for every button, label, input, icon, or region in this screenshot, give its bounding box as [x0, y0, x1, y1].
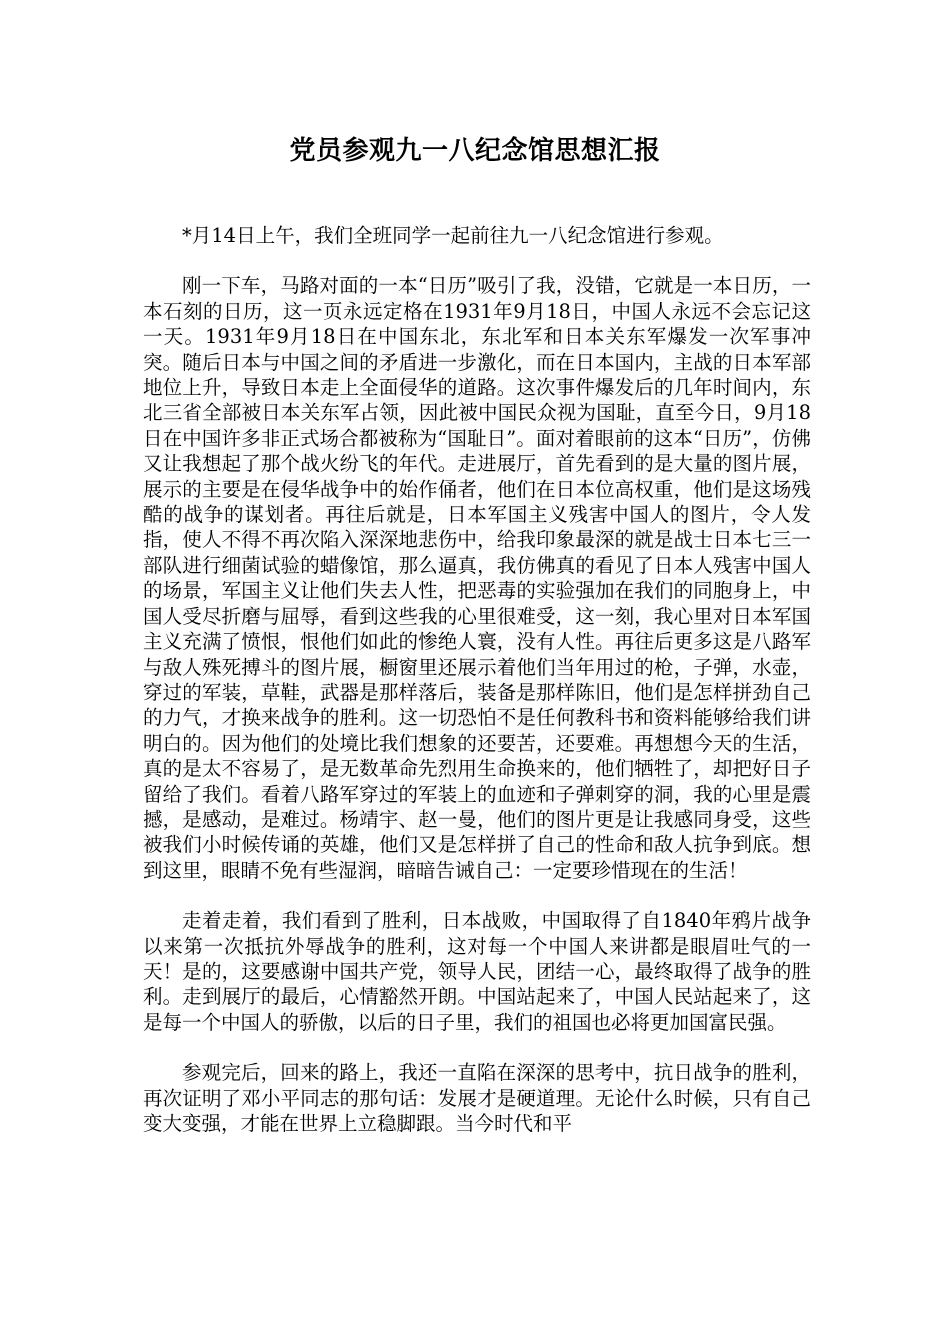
paragraph-1: *月14日上午，我们全班同学一起前往九一八纪念馆进行参观。 [182, 224, 724, 247]
document-body [143, 223, 811, 1136]
paragraph-4: 参观完后，回来的路上，我还一直陷在深深的思考中，抗日战争的胜利，再次证明了邓小平同志的那句话：发展才是硬道理。无论什么时候，只有自己变大变强，才能在世界上立稳脚跟。当今时代和平 [143, 1061, 811, 1135]
document-title: 党员参观九一八纪念馆思想汇报 [289, 136, 661, 166]
paragraph-3: 走着走着，我们看到了胜利，日本战败，中国取得了自1840年鸦片战争以来第一次抵抗外辱战争的胜利，这对每一个中国人来讲都是眼眉吐气的一天！是的，这要感谢中国共产党，领导人民，团结一心，最终取得了战争的胜利。走到展厅的最后，心情豁然开朗。中国站起来了，中国人民站起来了，这是每一个中国人的骄傲，以后的日子里，我们的祖国也必将更加国富民强。 [143, 909, 811, 1034]
paragraph-2: 刚一下车，马路对面的一本“日历”吸引了我，没错，它就是一本日历，一本石刻的日历，这一页永远定格在1931年9月18日，中国人永远不会忘记这一天。1931年9月18日在中国东北，东北军和日本关东军爆发一次军事冲突。随后日本与中国之间的矛盾进一步激化，而在日本国内，主战的日本军部地位上升，导致日本走上全面侵华的道路。这次事件爆发后的几年时间内，东北三省全部被日本关东军占领，因此被中国民众视为国耻，直至今日，9月18日在中国许多非正式场合都被称为“国耻日”。面对着眼前的这本“日历”，仿佛又让我想起了那个战火纷飞的年代。走进展厅，首先看到的是大量的图片展，展示的主要是在侵华战争中的始作俑者，他们在日本位高权重，他们是这场残酷的战争的谋划者。再往后就是，日本军国主义残害中国人的图片，令人发指，使人不得不再次陷入深深地悲伤中，给我印象最深的就是战士日本七三一部队进行细菌试验的蜡像馆，那么逼真，我仿佛真的看见了日本人残害中国人的场景，军国主义让他们失去人性，把恶毒的实验强加在我们的同胞身上，中国人受尽折磨与屈辱，看到这些我的心里很难受，这一刻，我心里对日本军国主义充满了愤恨，恨他们如此的惨绝人寰，没有人性。再往后更多这是八路军与敌人殊死搏斗的图片展，橱窗里还展示着他们当年用过的枪，子弹，水壶，穿过的军装，草鞋，武器是那样落后，装备是那样陈旧，他们是怎样拼劲自己的力气，才换来战争的胜利。这一切恐怕不是任何教科书和资料能够给我们讲明白的。因为他们的处境比我们想象的还要苦，还要难。再想想今天的生活，真的是太不容易了，是无数革命先烈用生命换来的，他们牺牲了，却把好日子留给了我们。看着八路军穿过的军装上的血迹和子弹刺穿的洞，我的心里是震撼，是感动，是难过。杨靖宇、赵一曼，他们的图片更是让我感同身受，这些被我们小时候传诵的英雄，他们又是怎样拼了自己的性命和敌人抗争到底。想到这里，眼睛不免有些湿润，暗暗告诫自己：一定要珍惜现在的生活！ [143, 274, 811, 882]
